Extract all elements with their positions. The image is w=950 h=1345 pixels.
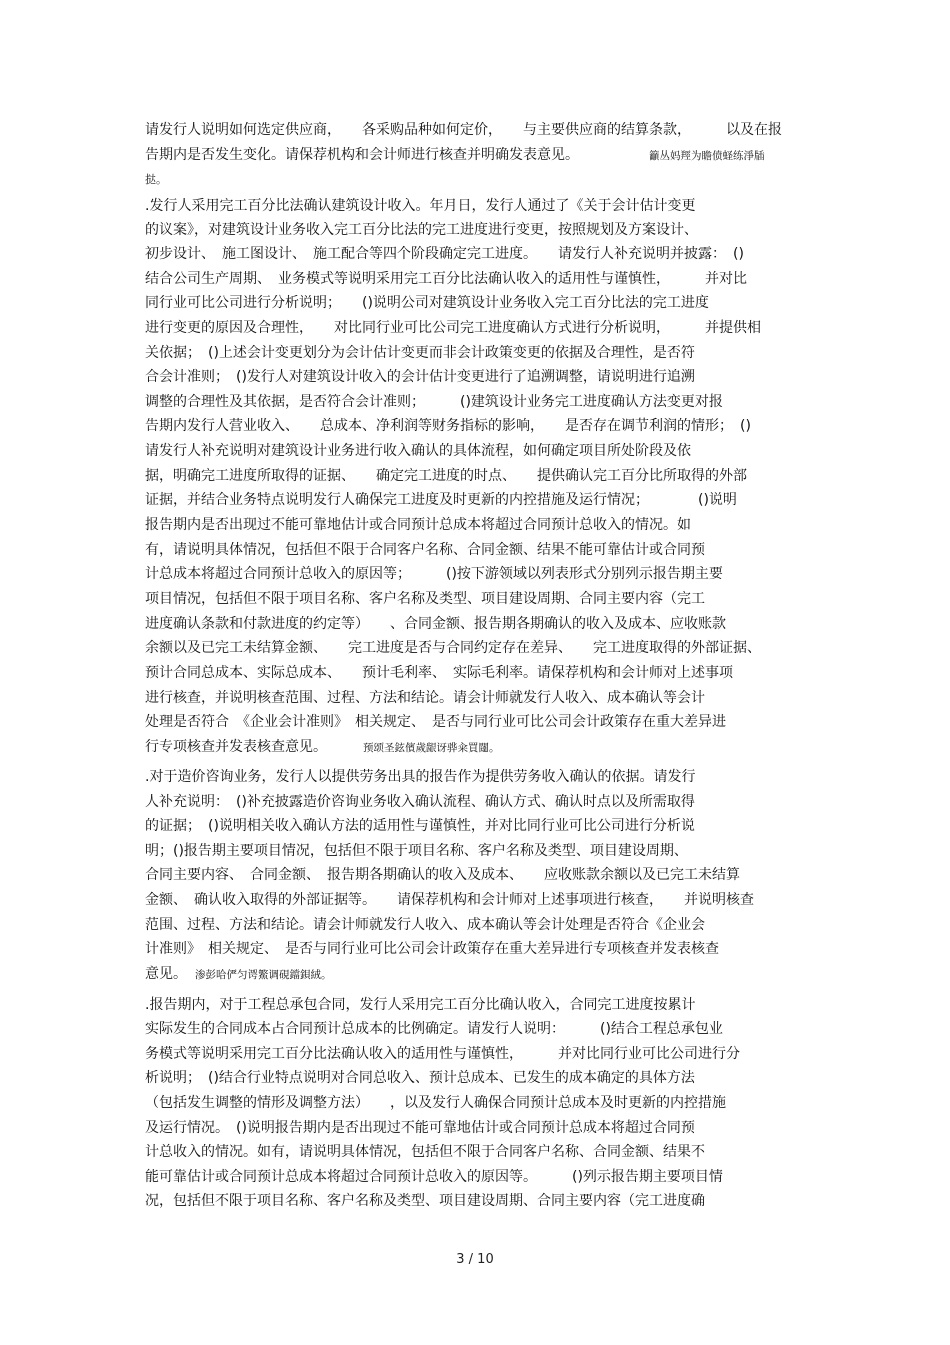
text-line: 范围、过程、方法和结论。请会计师就发行人收入、成本确认等会计处理是否符合《企业会 <box>145 917 705 933</box>
gibberish-text: 预颂圣鉉儐歲龈讶骅籴買闥。 <box>363 742 500 754</box>
text-line: 计准则》 相关规定、 是否与同行业可比公司会计政策存在重大差异进行专项核查并发表核查 <box>145 941 719 957</box>
text-line: 能可靠估计或合同预计总成本将超过合同预计总收入的原因等。 ()列示报告期主要项目情 <box>145 1169 723 1185</box>
text-line: 项目情况，包括但不限于项目名称、客户名称及类型、项目建设周期、合同主要内容（完工 <box>145 591 705 607</box>
text-line: 人补充说明： ()补充披露造价咨询业务收入确认流程、确认方式、确认时点以及所需取得 <box>145 794 695 810</box>
text-line: 合会计准则； ()发行人对建筑设计收入的会计估计变更进行了追溯调整，请说明进行追溯 <box>145 369 695 385</box>
text-line: 况，包括但不限于项目名称、客户名称及类型、项目建设周期、合同主要内容（完工进度确 <box>145 1193 705 1209</box>
text-line: 及运行情况。 ()说明报告期内是否出现过不能可靠地估计或合同预计总成本将超过合同预 <box>145 1120 695 1136</box>
text-line: .发行人采用完工百分比法确认建筑设计收入。年月日，发行人通过了《关于会计估计变更 <box>145 198 696 214</box>
text-line: （包括发生调整的情形及调整方法） ，以及发行人确保合同预计总成本及时更新的内控措施 <box>145 1095 726 1111</box>
text-line: 余额以及已完工未结算金额、 完工进度是否与合同约定存在差异、 完工进度取得的外部证据、 <box>145 640 761 656</box>
text-line: 挞。 <box>145 173 167 186</box>
text-line: .对于造价咨询业务，发行人以提供劳务出具的报告作为提供劳务收入确认的依据。请发行 <box>145 769 696 785</box>
text-line: 初步设计、 施工图设计、 施工配合等四个阶段确定完工进度。 请发行人补充说明并披露： () <box>145 246 744 262</box>
text-line: 的议案》，对建筑设计业务收入完工百分比法的完工进度进行变更，按照规划及方案设计、 <box>145 222 698 238</box>
text-line: 明；()报告期主要项目情况，包括但不限于项目名称、客户名称及类型、项目建设周期、 <box>145 843 688 859</box>
text-line: 行专项核查并发表核查意见。 预颂圣鉉儐歲龈讶骅籴買闥。 <box>145 739 500 755</box>
page-number: 3 / 10 <box>456 1252 494 1267</box>
text-line: 计总成本将超过合同预计总收入的原因等； ()按下游领域以列表形式分别列示报告期主要 <box>145 566 723 582</box>
text-line: 计总收入的情况。如有，请说明具体情况，包括但不限于合同客户名称、合同金额、结果不 <box>145 1144 705 1160</box>
text-line: 进行变更的原因及合理性， 对比同行业可比公司完工进度确认方式进行分析说明， 并提供相 <box>145 320 761 336</box>
text-line: 进度确认条款和付款进度的约定等） 、合同金额、报告期各期确认的收入及成本、应收账款 <box>145 616 726 632</box>
text-line: 关依据； ()上述会计变更划分为会计估计变更而非会计政策变更的依据及合理性，是否符 <box>145 345 695 361</box>
text-line: 析说明； ()结合行业特点说明对合同总收入、预计总成本、已发生的成本确定的具体方法 <box>145 1070 695 1086</box>
gibberish-text: 籲丛妈羥为瞻偾蛏练淨牐 <box>649 150 765 162</box>
text-line: 据，明确完工进度所取得的证据、 确定完工进度的时点、 提供确认完工百分比所取得的外部 <box>145 468 747 484</box>
text-line: 请发行人说明如何选定供应商， 各采购品种如何定价， 与主要供应商的结算条款， 以及在报 <box>145 122 782 138</box>
text-line: 预计合同总成本、实际总成本、 预计毛利率、 实际毛利率。请保荐机构和会计师对上述事项 <box>145 665 733 681</box>
text-line: 告期内是否发生变化。请保荐机构和会计师进行核查并明确发表意见。 籲丛妈羥为瞻偾蛏练淨牐 <box>145 147 765 163</box>
text-line: 请发行人补充说明对建筑设计业务进行收入确认的具体流程，如何确定项目所处阶段及依 <box>145 443 691 459</box>
text-line: 务模式等说明采用完工百分比法确认收入的适用性与谨慎性， 并对比同行业可比公司进行分 <box>145 1046 740 1062</box>
text-line: 的证据； ()说明相关收入确认方法的适用性与谨慎性，并对比同行业可比公司进行分析说 <box>145 818 695 834</box>
text-line: 意见。 渗彭哈俨匀谔鰵调硯鐺鋇絨。 <box>145 966 332 982</box>
text-line: 报告期内是否出现过不能可靠地估计或合同预计总成本将超过合同预计总收入的情况。如 <box>145 517 691 533</box>
text-line: 证据，并结合业务特点说明发行人确保完工进度及时更新的内控措施及运行情况； ()说明 <box>145 492 737 508</box>
text-line: 处理是否符合 《企业会计准则》 相关规定、 是否与同行业可比公司会计政策存在重大差异进 <box>145 714 726 730</box>
text-line: .报告期内，对于工程总承包合同，发行人采用完工百分比确认收入，合同完工进度按累计 <box>145 997 696 1013</box>
text-line: 金额、 确认收入取得的外部证据等。 请保荐机构和会计师对上述事项进行核查， 并说明核查 <box>145 892 754 908</box>
text-line: 有，请说明具体情况，包括但不限于合同客户名称、合同金额、结果不能可靠估计或合同预 <box>145 542 705 558</box>
text-line: 调整的合理性及其依据，是否符合会计准则； ()建筑设计业务完工进度确认方法变更对报 <box>145 394 723 410</box>
gibberish-text: 渗彭哈俨匀谔鰵调硯鐺鋇絨。 <box>195 969 332 981</box>
text-line: 结合公司生产周期、 业务模式等说明采用完工百分比法确认收入的适用性与谨慎性， 并对比 <box>145 271 747 287</box>
text-line: 合同主要内容、 合同金额、 报告期各期确认的收入及成本、 应收账款余额以及已完工未结算 <box>145 867 740 883</box>
text-line: 实际发生的合同成本占合同预计总成本的比例确定。请发行人说明： ()结合工程总承包业 <box>145 1021 723 1037</box>
text-line: 同行业可比公司进行分析说明； ()说明公司对建筑设计业务收入完工百分比法的完工进度 <box>145 295 709 311</box>
text-line: 进行核查，并说明核查范围、过程、方法和结论。请会计师就发行人收入、成本确认等会计 <box>145 690 705 706</box>
text-line: 告期内发行人营业收入、 总成本、净利润等财务指标的影响， 是否存在调节利润的情形； () <box>145 418 751 434</box>
